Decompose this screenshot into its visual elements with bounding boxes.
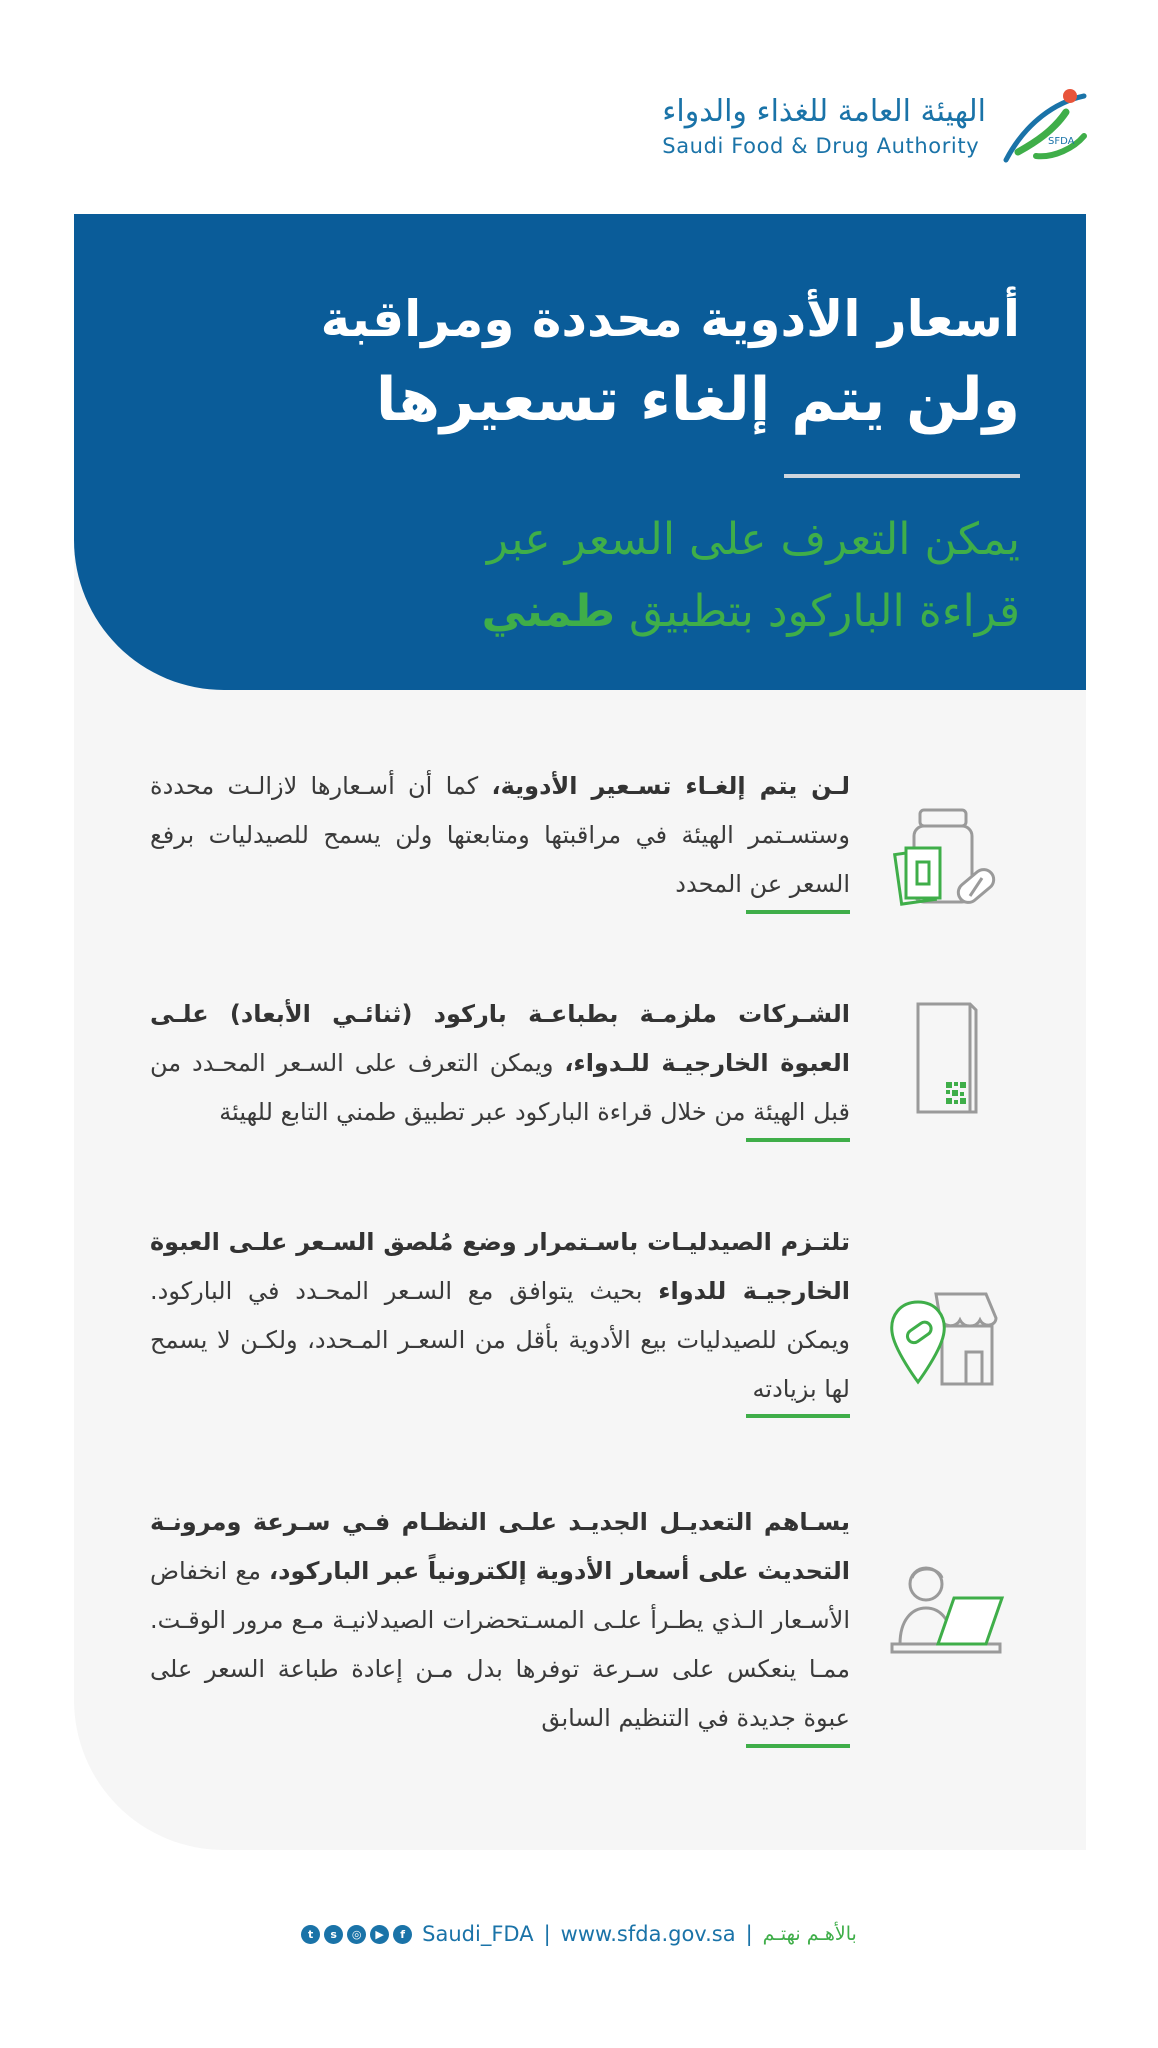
- info-item-2-text: [150, 990, 850, 1137]
- hero-divider: [784, 474, 1020, 478]
- info-item-3-bold: تلتـزم الصيدليـات باسـتمرار وضع مُلصق السـعر علـى العبوة الخارجيـة للدواء: [150, 1228, 851, 1305]
- info-item-1-text: [150, 762, 850, 909]
- content-card: [74, 214, 1086, 1850]
- snapchat-icon[interactable]: s: [324, 1925, 343, 1944]
- sfda-logo-mark-icon: [996, 82, 1092, 172]
- footer-slogan: بالأهـم نهتـم: [762, 1923, 857, 1945]
- logo-arabic-name: الهيئة العامة للغذاء والدواء: [662, 94, 986, 129]
- info-item-3-body: بحيث يتوافق مع السـعر المحـدد في الباركود. ويمكن للصيدليات بيع الأدوية بأقل من السعـر المـحدد، ولكـن لا يسمح لها بزيادته: [150, 1277, 850, 1403]
- info-item-2-body: ويمكن التعرف على السـعر المحـدد من قبل الهيئة من خلال قراءة الباركود عبر تطبيق طمني التابع للهيئة: [150, 1049, 850, 1126]
- info-item-1-body: كما أن أسـعارها لازالـت محددة وستسـتمر الهيئة في مراقبتها ومتابعتها ولن يسمح للصيدليات برفع السعر عن المحدد: [150, 772, 850, 898]
- info-item-4-body: مع انخفاض الأسـعار الـذي يطـرأ علـى المسـتحضرات الصيدلانيـة مـع مرور الوقـت. ممـا ينعكس على سـرعة توفرها بدل مـن إعادة طباعة السعر على عبوة جديدة في التنظيم السابق: [150, 1557, 850, 1732]
- hero-banner: [74, 214, 1086, 690]
- youtube-icon[interactable]: ▶: [370, 1925, 389, 1944]
- person-laptop-icon: [886, 1552, 1006, 1672]
- website-link[interactable]: www.sfda.gov.sa: [560, 1922, 736, 1946]
- hero-title-line-2: ولن يتم إلغاء تسعيرها: [375, 365, 1020, 435]
- hero-subtitle: [160, 504, 1020, 648]
- info-item-3-text: [150, 1218, 850, 1414]
- hero-subtitle-line-1: يمكن التعرف على السعر عبر: [486, 514, 1020, 565]
- pharmacy-store-icon: [886, 1278, 1006, 1398]
- info-item-3-underline: [746, 1414, 850, 1418]
- footer-separator-2: |: [745, 1922, 753, 1946]
- social-icons: [301, 1925, 412, 1944]
- footer: [0, 1914, 1158, 1954]
- info-item-1-underline: [746, 910, 850, 914]
- medicine-box-barcode-icon: [886, 996, 1006, 1116]
- twitter-icon[interactable]: t: [301, 1925, 320, 1944]
- facebook-icon[interactable]: f: [393, 1925, 412, 1944]
- info-item-2-bold: الشـركات ملزمـة بطباعـة باركود (ثنائـي الأبعاد) علـى العبوة الخارجيـة للـدواء،: [150, 1000, 850, 1077]
- hero-title: [160, 280, 1020, 442]
- logo-english-name: Saudi Food & Drug Authority: [662, 134, 980, 158]
- social-handle[interactable]: Saudi_FDA: [422, 1922, 534, 1946]
- logo-mark-text: SFDA: [1048, 136, 1075, 147]
- info-item-2-underline: [746, 1138, 850, 1142]
- info-item-4-bold: يسـاهم التعديـل الجديـد علـى النظـام فـي سـرعة ومرونـة التحديث على أسعار الأدوية إلكترونياً عبر الباركود،: [150, 1508, 850, 1585]
- hero-subtitle-line-2: [160, 576, 1020, 648]
- hero-subtitle-line-2-text: قراءة الباركود بتطبيق: [629, 586, 1020, 637]
- info-item-1-bold: لـن يتم إلغـاء تسـعير الأدوية،: [491, 772, 850, 800]
- medicine-bottle-icon: [886, 800, 1006, 920]
- sfda-logo: [632, 82, 1092, 172]
- footer-separator: |: [543, 1922, 551, 1946]
- hero-title-line-1: أسعار الأدوية محددة ومراقبة: [320, 290, 1020, 348]
- app-name-tamni: طمني: [481, 586, 616, 637]
- info-item-4-underline: [746, 1744, 850, 1748]
- info-item-4-text: [150, 1498, 850, 1743]
- instagram-icon[interactable]: ◎: [347, 1925, 366, 1944]
- logo-text: [662, 93, 986, 161]
